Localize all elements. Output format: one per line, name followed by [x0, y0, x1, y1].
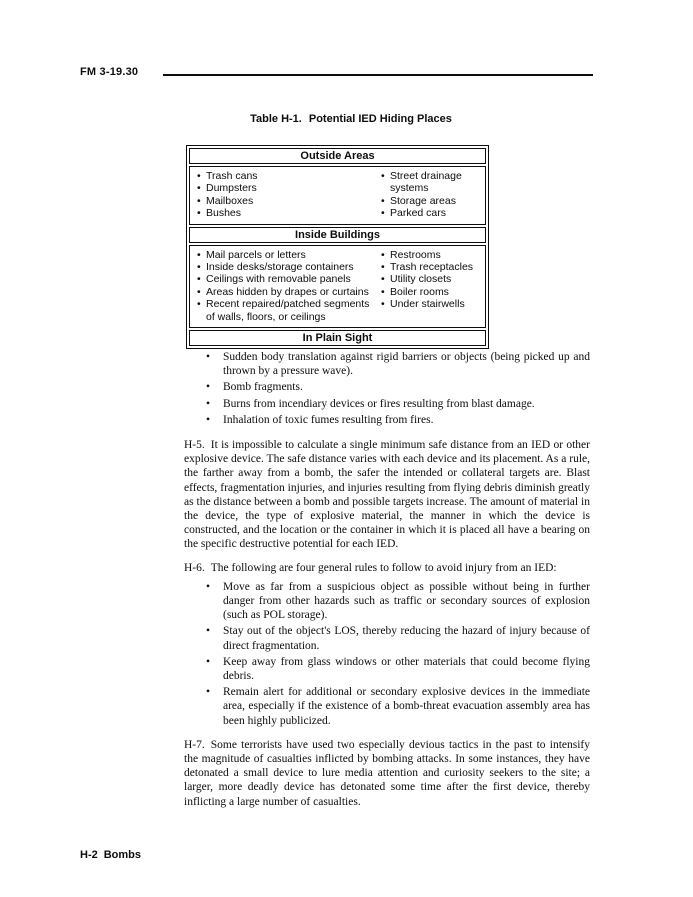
table-section-content-inside-buildings — [189, 245, 486, 328]
paragraph-h7 — [184, 738, 590, 809]
bullet-item: • Keep away from glass windows or other materials that could become flying debris. — [184, 655, 590, 683]
paragraph-h5 — [184, 438, 590, 552]
bullet-item: • Sudden body translation against rigid barriers or objects (being picked up and thrown by a pressure wave). — [184, 350, 590, 378]
paragraph-text: The following are four general rules to follow to avoid injury from an IED: — [210, 561, 557, 574]
table-bullet-item: • Mail parcels or letters — [194, 249, 378, 261]
table-title-label: Table H-1. — [250, 113, 302, 125]
paragraph-label: H-6. — [184, 561, 205, 574]
bullet-item: • Move as far from a suspicious object as possible without being in further danger from other hazards such as traffic or secondary sources of explosion (such as POL storage). — [184, 580, 590, 623]
bullet-item: • Stay out of the object's LOS, thereby reducing the hazard of injury because of direct fragmentation. — [184, 624, 590, 652]
table-bullet-item: • Trash receptacles — [378, 261, 483, 273]
ied-table — [186, 145, 489, 349]
table-bullet-item: • Under stairwells — [378, 298, 483, 310]
rules-bullet-list — [184, 580, 590, 728]
table-bullet-item: • Restrooms — [378, 249, 483, 261]
table-bullet-item: • Trash cans — [194, 170, 378, 182]
paragraph-text: It is impossible to calculate a single minimum safe distance from an IED or other explosive device. The safe distance varies with each device and its placement. As a rule, the farther away from a bomb, the safer the intended or collateral targets are. Blast effects, fragmentation injuries, and injuries resulting from flying debris diminish greatly as the distance between a bomb and possible targets increase. The amount of material in the device, the type of explosive material, the manner in which the device is constructed, and the location or the container in which it is placed all have a bearing on the specific destructive potential for each IED. — [184, 439, 590, 551]
table-section-header-inside-buildings: Inside Buildings — [189, 227, 486, 243]
body-column — [184, 350, 590, 809]
footer-page-number: H-2 — [80, 849, 98, 861]
doc-code: FM 3-19.30 — [80, 66, 139, 78]
paragraph-text: Some terrorists have used two especially devious tactics in the past to intensify the magnitude of casualties inflicted by bombing attacks. In some instances, they have detonated a small device to lure media attention and curiosity seekers to the site; a larger, more deadly device has detonated some time after the first device, thereby inflicting a large number of casualties. — [184, 738, 590, 808]
table-bullet-item: • Parked cars — [378, 207, 483, 219]
table-bullet-item: • Ceilings with removable panels — [194, 273, 378, 285]
paragraph-label: H-7. — [184, 738, 205, 751]
table-bullet-item: • Street drainage systems — [378, 170, 483, 195]
paragraph-label: H-5. — [184, 439, 205, 452]
table-column-right — [378, 249, 483, 323]
table-title — [186, 113, 516, 125]
table-bullet-item: • Recent repaired/patched segments of walls, floors, or ceilings — [194, 298, 378, 323]
bullet-item: • Remain alert for additional or secondary explosive devices in the immediate area, especially if the existence of a bomb-threat evacuation assembly area has been highly publicized. — [184, 685, 590, 728]
table-section-header-outside-areas: Outside Areas — [189, 148, 486, 164]
table-section-header-in-plain-sight: In Plain Sight — [189, 330, 486, 346]
page-footer — [80, 849, 141, 861]
bullet-item: • Burns from incendiary devices or fires resulting from blast damage. — [184, 397, 590, 411]
bullet-item: • Bomb fragments. — [184, 380, 590, 394]
table-bullet-item: • Bushes — [194, 207, 378, 219]
table-bullet-item: • Dumpsters — [194, 182, 378, 194]
table-section-content-outside-areas — [189, 166, 486, 225]
injury-bullet-list — [184, 350, 590, 427]
paragraph-h6 — [184, 561, 590, 575]
footer-section-title: Bombs — [103, 849, 142, 861]
bullet-item: • Inhalation of toxic fumes resulting from fires. — [184, 413, 590, 427]
table-bullet-item: • Mailboxes — [194, 195, 378, 207]
table-column-right — [378, 170, 483, 220]
table-bullet-item: • Storage areas — [378, 195, 483, 207]
table-bullet-item: • Inside desks/storage containers — [194, 261, 378, 273]
table-title-text: Potential IED Hiding Places — [308, 113, 452, 125]
table-bullet-item: • Utility closets — [378, 273, 483, 285]
header-rule — [163, 74, 593, 76]
table-bullet-item: • Areas hidden by drapes or curtains — [194, 286, 378, 298]
table-column-left — [194, 249, 378, 323]
table-bullet-item: • Boiler rooms — [378, 286, 483, 298]
table-column-left — [194, 170, 378, 220]
